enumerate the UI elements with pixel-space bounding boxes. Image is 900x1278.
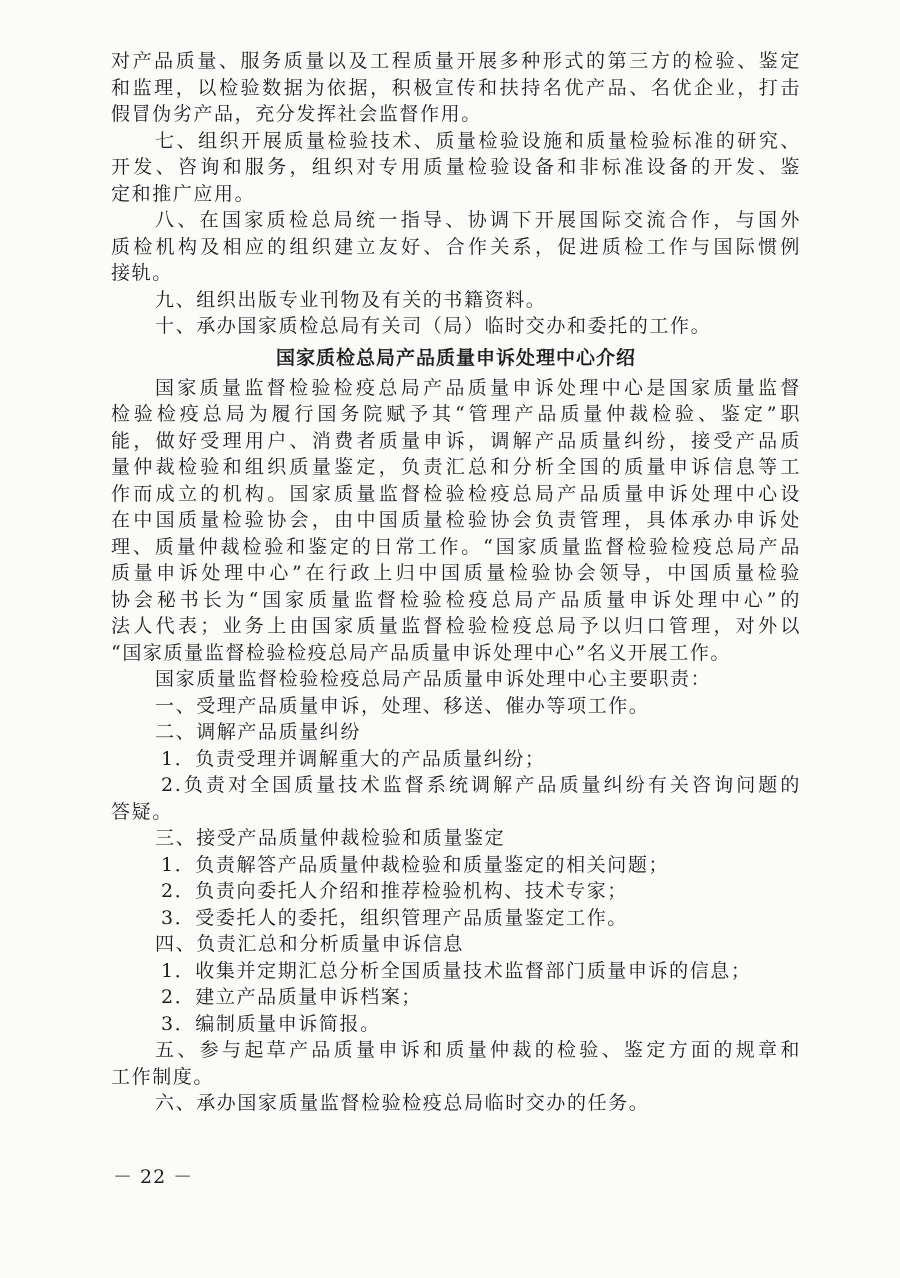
text-line: 三、接受产品质量仲裁检验和质量鉴定 [155,827,506,849]
text-line: 1．负责解答产品质量仲裁检验和质量鉴定的相关问题； [161,853,670,876]
text-line: 五、参与起草产品质量申诉和质量仲裁的检验、鉴定方面的规章和 [155,1039,801,1061]
text-line: 四、负责汇总和分析质量申诉信息 [155,933,465,955]
text-line: 2．负责向委托人介绍和推荐检验机构、技术专家； [161,880,628,902]
text-line: 答疑。 [111,800,173,823]
text-line: 2.负责对全国质量技术监督系统调解产品质量纠纷有关咨询问题的 [161,774,801,796]
text-line: 开发、咨询和服务，组织对专用质量检验设备和非标准设备的开发、鉴 [111,156,801,178]
text-line: 检验检疫总局为履行国务院赋予其“管理产品质量仲裁检验、鉴定”职 [111,403,801,425]
text-line: 能，做好受理用户、消费者质量申诉，调解产品质量纠纷，接受产品质 [111,429,801,452]
text-line: 十、承办国家质检总局有关司（局）临时交办和委托的工作。 [155,315,712,337]
text-line: 对产品质量、服务质量以及工程质量开展多种形式的第三方的检验、鉴定 [111,50,801,72]
text-line: 接轨。 [111,262,173,284]
page-number: － 22 － [113,1166,194,1188]
text-line: 协会秘书长为“国家质量监督检验检疫总局产品质量申诉处理中心”的 [111,588,801,611]
text-line: 国家质量监督检验检疫总局产品质量申诉处理中心主要职责： [155,668,712,690]
text-line: 质检机构及相应的组织建立友好、合作关系，促进质检工作与国际惯例 [111,235,801,258]
text-line: 作而成立的机构。国家质量监督检验检疫总局产品质量申诉处理中心设 [111,482,801,505]
text-line: 量仲裁检验和组织质量鉴定，负责汇总和分析全国的质量申诉信息等工 [111,456,801,478]
text-line: 七、组织开展质量检验技术、质量检验设施和质量检验标准的研究、 [155,129,801,152]
text-line: 3．编制质量申诉简报。 [161,1012,381,1035]
text-line: 2．建立产品质量申诉档案； [161,986,422,1008]
document-body [111,48,801,1117]
text-line: 质量申诉处理中心”在行政上归中国质量检验协会领导，中国质量检验 [111,562,801,584]
section-title: 国家质检总局产品质量申诉处理中心介绍 [275,346,636,369]
text-line: “国家质量监督检验检疫总局产品质量申诉处理中心”名义开展工作。 [111,641,732,664]
text-line: 一、受理产品质量申诉，处理、移送、催办等项工作。 [155,694,650,717]
text-line: 3．受委托人的委托，组织管理产品质量鉴定工作。 [161,906,628,929]
text-line: 九、组织出版专业刊物及有关的书籍资料。 [155,288,547,311]
text-line: 二、调解产品质量纠纷 [155,721,362,743]
text-line: 国家质量监督检验检疫总局产品质量申诉处理中心是国家质量监督 [155,376,801,399]
text-line: 1．收集并定期汇总分析全国质量技术监督部门质量申诉的信息； [161,959,752,982]
text-line: 理、质量仲裁检验和鉴定的日常工作。“国家质量监督检验检疫总局产品 [111,535,801,558]
text-line: 六、承办国家质量监督检验检疫总局临时交办的任务。 [155,1092,650,1114]
text-line: 和监理，以检验数据为依据，积极宣传和扶持名优产品、名优企业，打击 [111,76,801,99]
text-line: 工作制度。 [111,1065,215,1088]
text-line: 假冒伪劣产品，充分发挥社会监督作用。 [111,103,482,125]
text-line: 在中国质量检验协会，由中国质量检验协会负责管理，具体承办申诉处 [111,509,801,531]
text-line: 1．负责受理并调解重大的产品质量纠纷； [161,747,546,770]
text-line: 八、在国家质检总局统一指导、协调下开展国际交流合作，与国外 [155,209,801,231]
text-line: 法人代表；业务上由国家质量监督检验检疫总局予以归口管理，对外以 [111,615,801,637]
text-line: 定和推广应用。 [111,182,256,205]
